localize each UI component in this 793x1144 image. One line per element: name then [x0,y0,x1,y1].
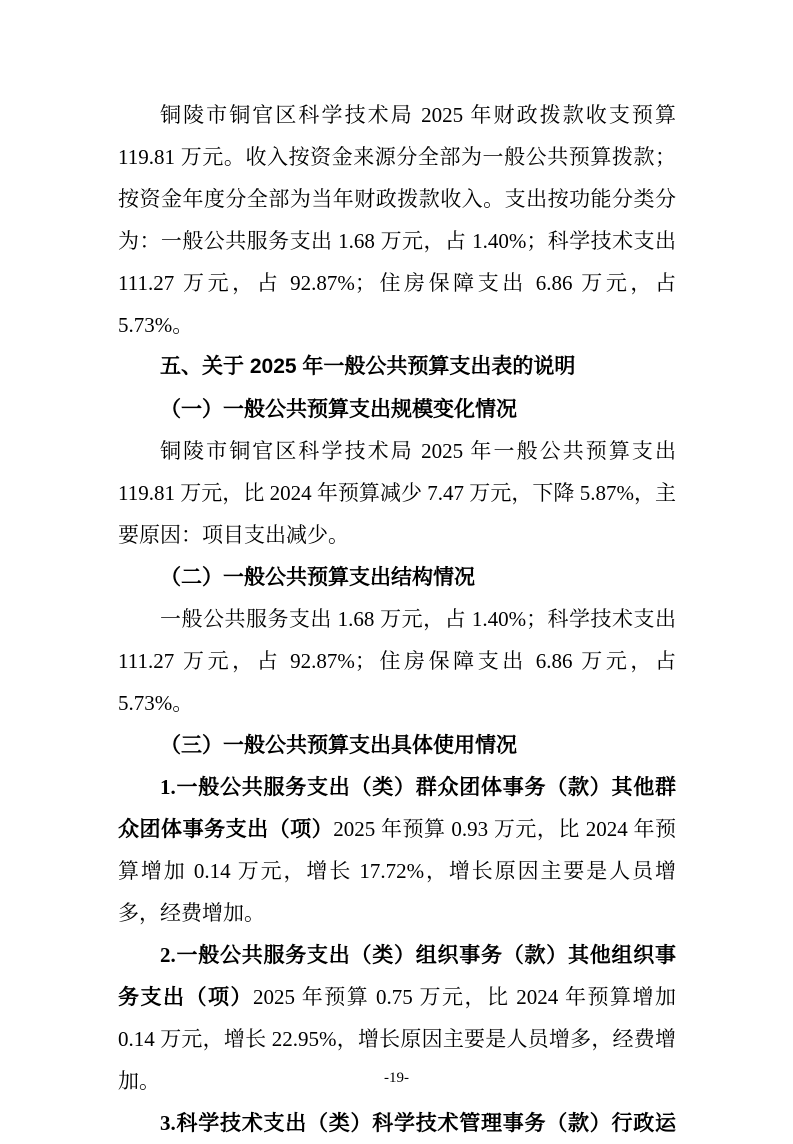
text-segment: 2025 年预算 0.93 万元，比 2024 年预算增加 0.14 万元，增长 17.72%，增长原因主要是人员增多，经费增加。 [118,817,677,925]
paragraph [118,346,676,388]
text-segment: 1.一般公共服务支出（类）群众团体事务（款）其他群众团体事务支出（项） [118,775,676,841]
text-segment: 铜陵市铜官区科学技术局 2025 年一般公共预算支出 119.81 万元，比 2024 年预算减少 7.47 万元，下降 5.87%，主要原因：项目支出减少。 [118,439,676,547]
paragraph [118,724,676,766]
text-segment: 3.科学技术支出（类）科学技术管理事务（款）行政运 [160,1111,676,1135]
paragraph [118,388,676,430]
text-segment: 2.一般公共服务支出（类）组织事务（款）其他组织事务支出（项） [118,943,676,1009]
paragraph [118,1102,676,1144]
paragraph [118,598,676,724]
document-body [118,94,676,1144]
text-segment: 2025 年预算 0.75 万元，比 2024 年预算增加 0.14 万元，增长 22.95%，增长原因主要是人员增多，经费增加。 [118,985,676,1093]
text-segment: 一般公共服务支出 1.68 万元，占 1.40%；科学技术支出 111.27 万元，占 92.87%；住房保障支出 6.86 万元，占 5.73%。 [118,607,676,715]
text-segment: 五、关于 2025 年一般公共预算支出表的说明 [160,355,576,378]
text-segment: （二）一般公共预算支出结构情况 [160,565,475,589]
text-segment: （一）一般公共预算支出规模变化情况 [160,397,517,421]
text-segment: （三）一般公共预算支出具体使用情况 [160,733,517,757]
paragraph [118,766,676,934]
paragraph [118,430,676,556]
paragraph [118,556,676,598]
page-number: -19- [384,1070,409,1086]
paragraph [118,94,676,346]
text-segment: 铜陵市铜官区科学技术局 2025 年财政拨款收支预算 119.81 万元。收入按资金来源分全部为一般公共预算拨款；按资金年度分全部为当年财政拨款收入。支出按功能分类分为：一般公共服务支出 1.68 万元，占 1.40%；科学技术支出 111.27 万元，占 92.87%；住房保障支出 6.86 万元，占 5.73%。 [118,103,676,337]
